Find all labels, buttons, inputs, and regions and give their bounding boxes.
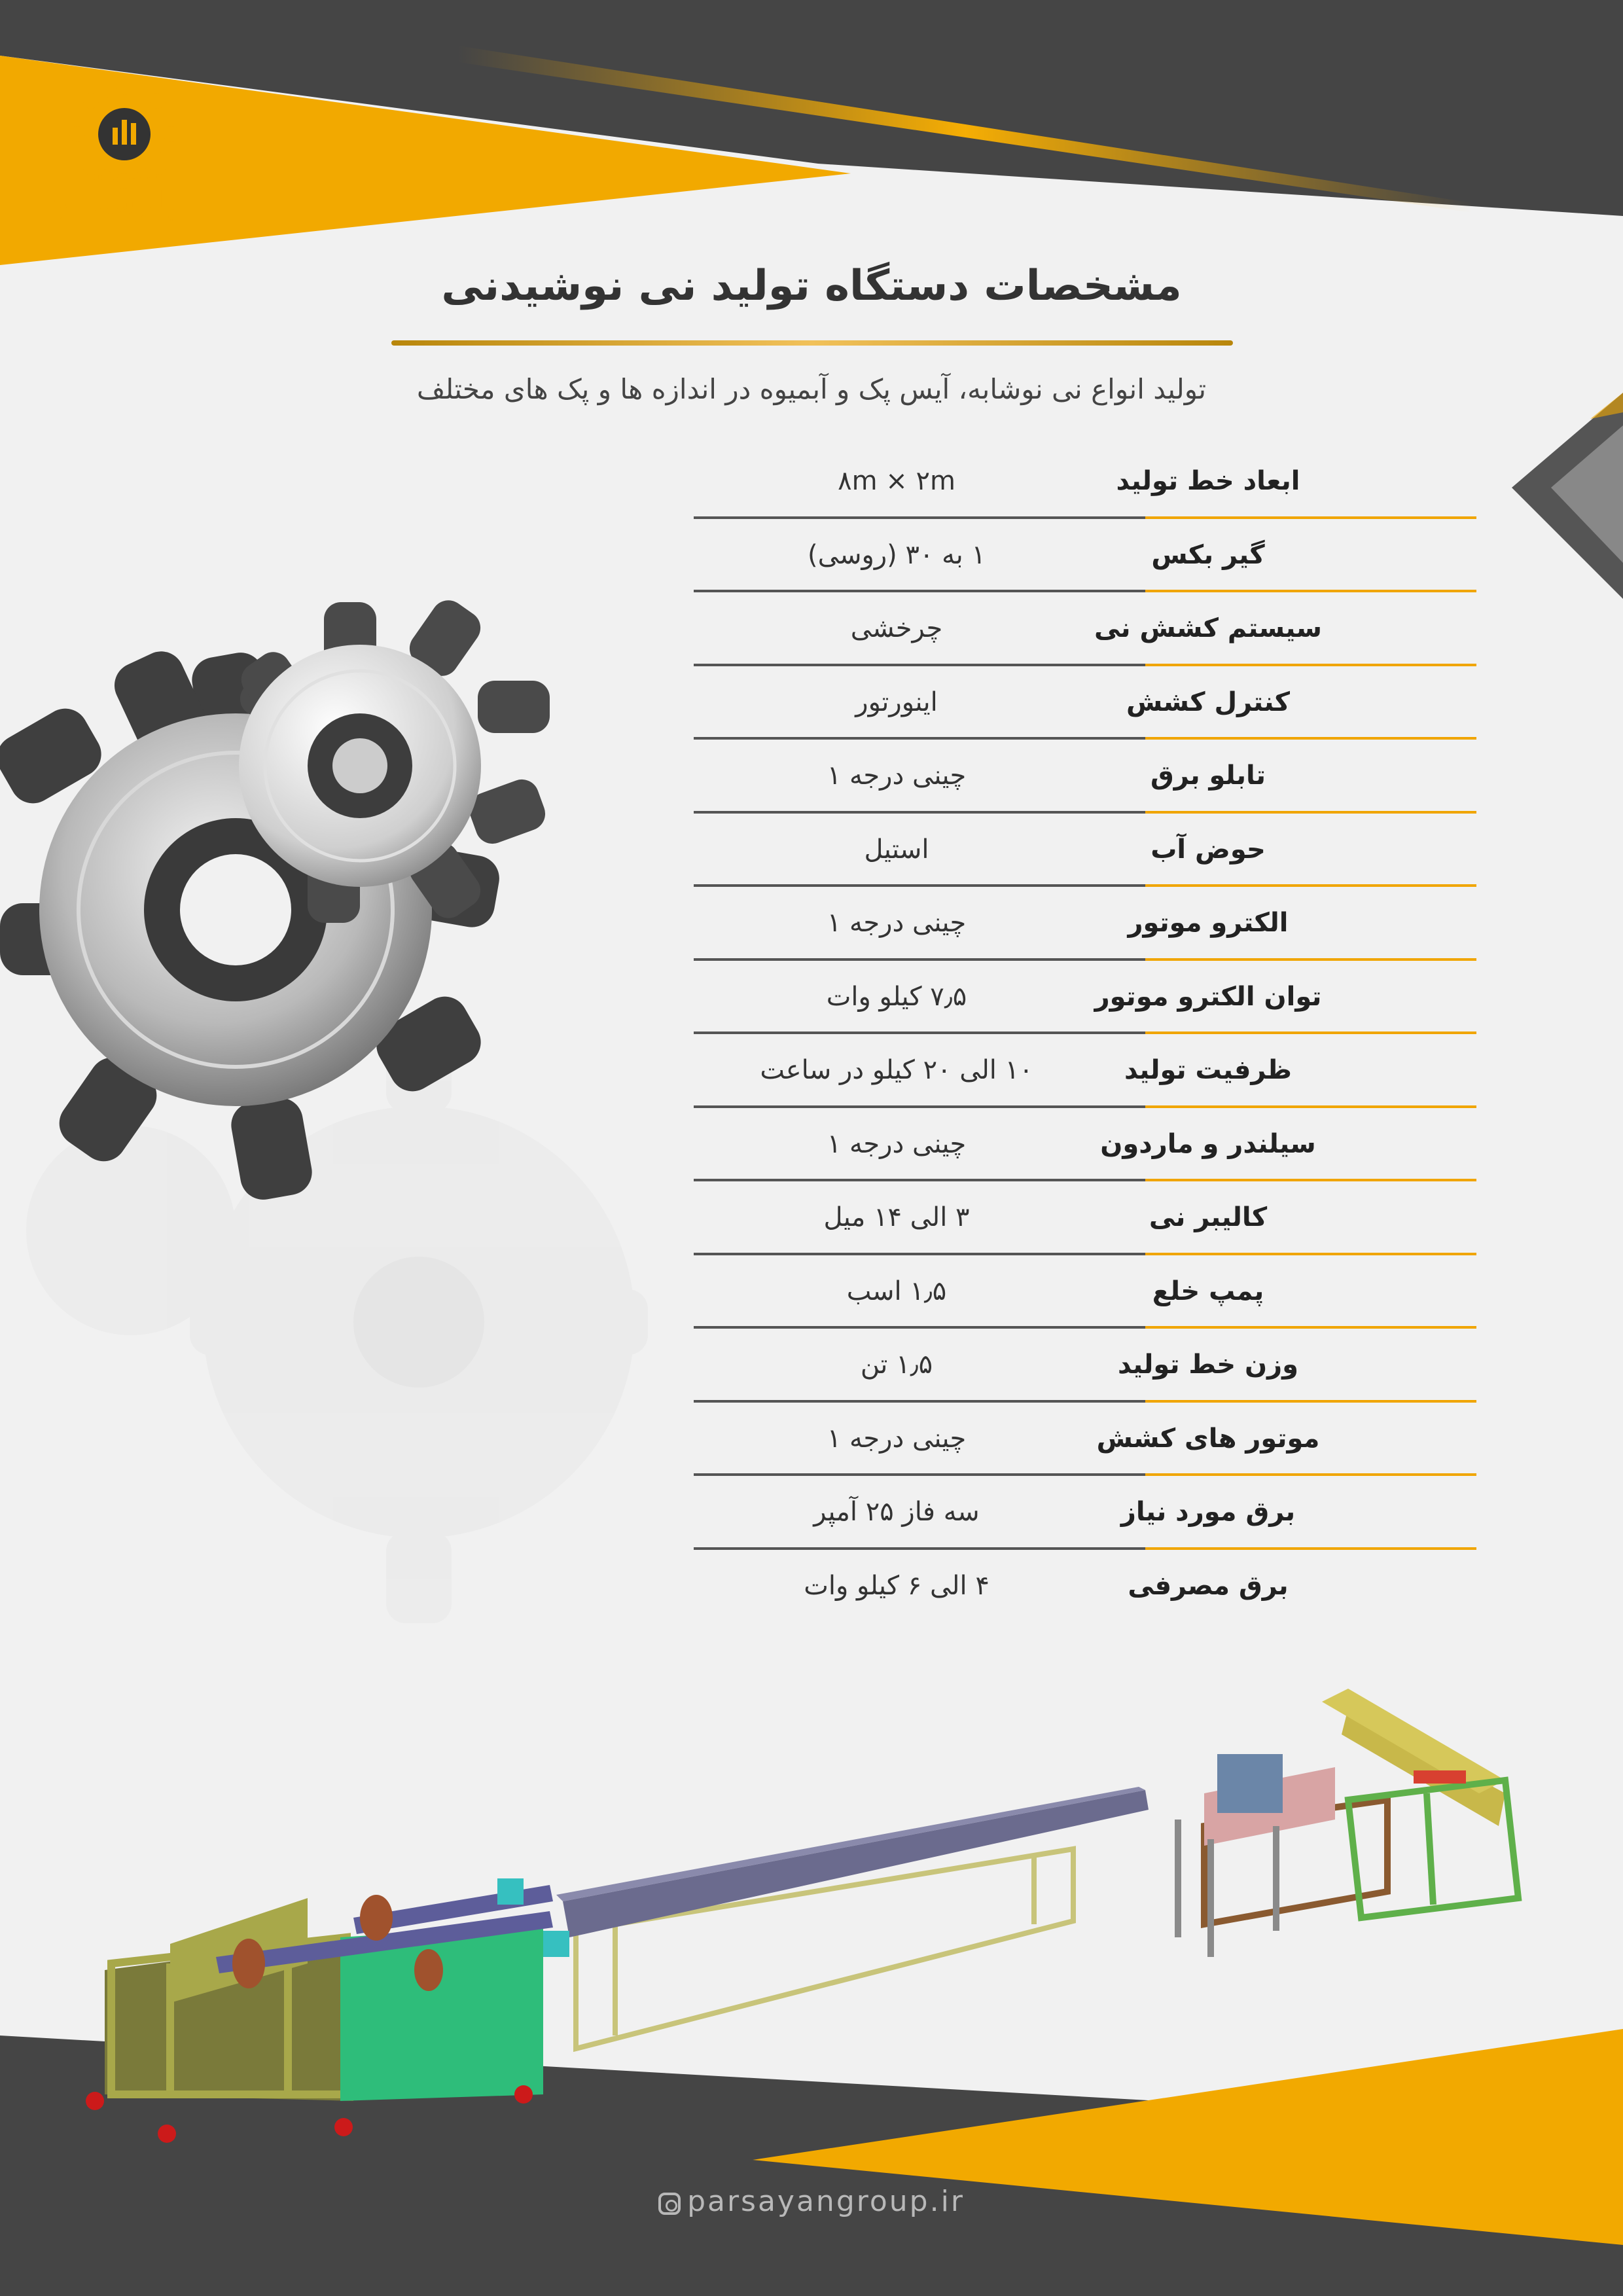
title-underline (391, 340, 1233, 346)
footer (0, 2185, 1623, 2218)
spec-value: سه فاز ۲۵ آمپر (813, 1497, 980, 1527)
brand-tagline: گروه صنعتی و بازرگانی (89, 173, 160, 182)
spec-label: سیلندر و ماردون (1100, 1128, 1316, 1159)
spec-value: چینی درجه ۱ (827, 1128, 967, 1159)
spec-label: تابلو برق (1150, 761, 1266, 791)
website-link[interactable]: parsayangroup.ir (687, 2185, 965, 2218)
spec-row (694, 666, 1476, 740)
spec-value: چرخشی (850, 613, 943, 643)
spec-value: ۸m × ۲m (838, 466, 955, 496)
spec-row (694, 445, 1476, 519)
spec-row (694, 1255, 1476, 1329)
spec-value: چینی درجه ۱ (827, 1423, 967, 1454)
spec-label: توان الکترو موتور (1094, 981, 1322, 1012)
spec-label: الکترو موتور (1128, 908, 1289, 938)
spec-value: چینی درجه ۱ (827, 761, 967, 791)
spec-value: ۱۰ الی ۲۰ کیلو در ساعت (760, 1055, 1033, 1085)
spec-value: اینورتور (855, 687, 938, 717)
page-title: مشخصات دستگاه تولید نی نوشیدنی (441, 262, 1182, 310)
spec-label: ابعاد خط تولید (1116, 466, 1300, 496)
spec-row (694, 814, 1476, 888)
spec-label: برق مصرفی (1128, 1570, 1289, 1601)
spec-label: حوض آب (1150, 834, 1266, 865)
spec-row (694, 740, 1476, 814)
spec-label: کالیبر نی (1149, 1202, 1268, 1232)
spec-label: موتور های کشش (1096, 1423, 1320, 1454)
page-subtitle: تولید انواع نی نوشابه، آیس پک و آبمیوه در اندازه ها و پک های مختلف (416, 373, 1207, 405)
spec-value: ۱٫۵ اسب (846, 1276, 947, 1306)
spec-value: چینی درجه ۱ (827, 908, 967, 938)
spec-label: برق مورد نیاز (1120, 1497, 1296, 1527)
spec-row (694, 1181, 1476, 1255)
spec-label: کنترل کشش (1126, 687, 1290, 717)
spec-row (694, 1403, 1476, 1477)
spec-label: سیستم کشش نی (1094, 613, 1322, 643)
spec-value: ۳ الی ۱۴ میل (823, 1202, 970, 1232)
spec-row (694, 592, 1476, 666)
spec-label: گیر بکس (1151, 539, 1265, 570)
spec-value: ۷٫۵ کیلو وات (826, 981, 967, 1012)
spec-row (694, 1329, 1476, 1403)
spec-label: وزن خط تولید (1117, 1350, 1299, 1380)
spec-value: ۱ به ۳۰ (روسی) (808, 539, 986, 570)
brand-name: پارسایان (42, 185, 177, 222)
spec-row (694, 1108, 1476, 1182)
spec-value: ۴ الی ۶ کیلو وات (804, 1570, 990, 1601)
spec-row (694, 1550, 1476, 1624)
spec-row (694, 1476, 1476, 1550)
spec-row (694, 961, 1476, 1035)
spec-row (694, 887, 1476, 961)
spec-row (694, 519, 1476, 593)
specs-table (694, 445, 1476, 1623)
spec-label: پمپ خلع (1152, 1276, 1264, 1306)
production-line-illustration (86, 1689, 1518, 2143)
brand-logo (42, 82, 177, 239)
spec-value: ۱٫۵ تن (860, 1350, 933, 1380)
instagram-icon (658, 2193, 681, 2215)
spec-label: ظرفیت تولید (1124, 1055, 1292, 1085)
spec-row (694, 1034, 1476, 1108)
spec-value: استیل (864, 834, 929, 865)
